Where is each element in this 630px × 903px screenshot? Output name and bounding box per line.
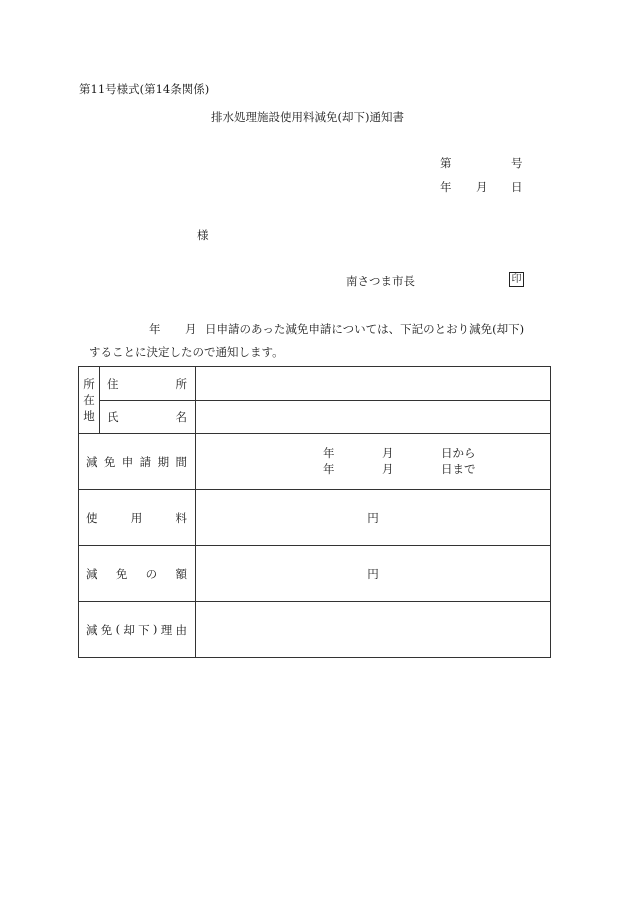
fee-label: 使 用 料 <box>79 490 196 546</box>
date-day: 日 <box>511 180 523 194</box>
seal-mark: 印 <box>509 272 524 287</box>
addressee-suffix: 様 <box>197 228 209 242</box>
form-number: 第11号様式(第14条関係) <box>79 82 210 96</box>
document-title: 排水処理施設使用料減免(却下)通知書 <box>211 110 404 124</box>
name-label: 氏 名 <box>100 401 196 434</box>
body-line2: することに決定したので通知します。 <box>89 345 284 359</box>
body-line1: 日申請のあった減免申請については、下記のとおり減免(却下) <box>205 322 525 336</box>
reason-field[interactable] <box>196 602 551 658</box>
body-month: 月 <box>185 322 197 336</box>
name-field[interactable] <box>196 401 551 434</box>
address-label: 住 所 <box>100 367 196 401</box>
reduction-field[interactable]: 円 <box>196 546 551 602</box>
reduction-label: 減 免 の 額 <box>79 546 196 602</box>
issuer-name: 南さつま市長 <box>346 274 415 288</box>
address-field[interactable] <box>196 367 551 401</box>
reason-label: 減 免 ( 却 下 ) 理 由 <box>79 602 196 658</box>
body-year: 年 <box>149 322 161 336</box>
doc-number-go: 号 <box>511 156 523 170</box>
notice-table <box>78 366 551 658</box>
date-year: 年 <box>440 180 452 194</box>
period-field[interactable]: 年 月 日から 年 月 日まで <box>196 434 551 490</box>
period-label: 減 免 申 請 期 間 <box>79 434 196 490</box>
date-month: 月 <box>476 180 488 194</box>
fee-field[interactable]: 円 <box>196 490 551 546</box>
doc-number-dai: 第 <box>440 156 452 170</box>
location-label: 所 在 地 <box>79 367 100 434</box>
